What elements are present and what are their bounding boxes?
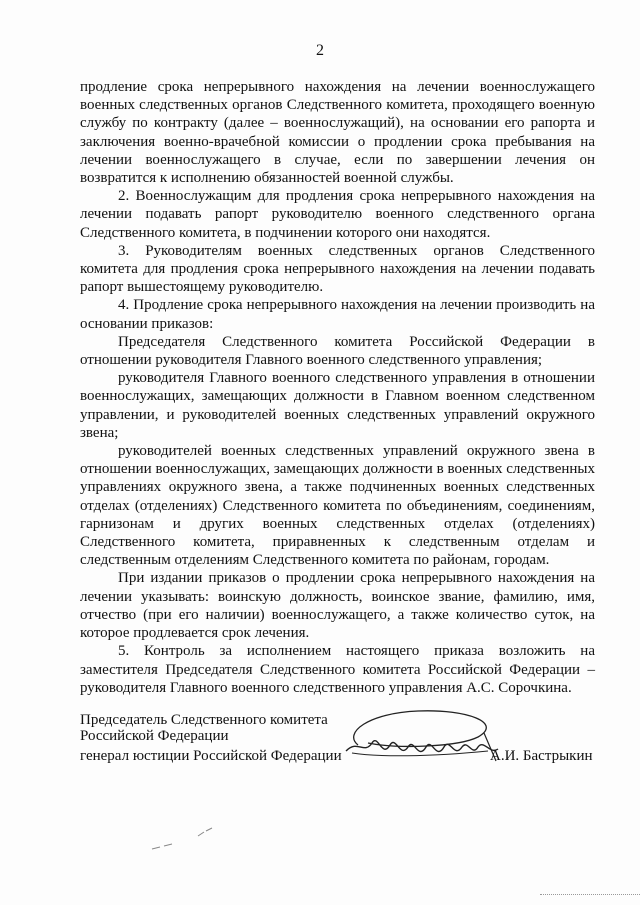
page-number: 2 — [316, 42, 324, 59]
paragraph-item-4-chairman: Председателя Следственного комитета Российской Федерации в отношении руководителя Главного военного следственного управления; — [80, 333, 595, 369]
paragraph-item-4-district-level: руководителей военных следственных управлений окружного звена в отношении военнослужащих, замещающих должности в военных следственных управлениях окружного звена, а также подчиненных военных следственных отделах (отделениях) Следственного комитета по объединениям, соединениям, гарнизонам и других военных следственных отделах (отделениях) Следственного комитета, приравненных к следственным отделам и следственным отделениям Следственного комитета по районам, городам. — [80, 443, 595, 569]
signatory-name: А.И. Бастрыкин — [490, 748, 593, 764]
paragraph-item-2: 2. Военнослужащим для продления срока непрерывного нахождения на лечении подавать рапорт руководителю военного следственного органа Следственного комитета, в подчинении которого они находятся. — [80, 188, 595, 241]
signatory-position: Председатель Следственного комитета Российской Федерации — [80, 712, 328, 744]
scan-edge-line — [540, 892, 640, 895]
scan-artifact-mark — [196, 826, 216, 838]
paragraph-item-5: 5. Контроль за исполнением настоящего приказа возложить на заместителя Председателя Следственного комитета Российской Федерации – руководителя Главного военного следственного управления А.С. Сорочкина. — [80, 643, 595, 696]
paragraph-1-continuation: продление срока непрерывного нахождения на лечении военнослужащего военных следственных органов Следственного комитета, проходящего военную службу по контракту (далее – военнослужащий), на основании его рапорта и заключения военно-врачебной комиссии о продлении срока пребывания на лечении военнослужащего в случае, если по завершении лечения он возвратится к исполнению обязанностей военной службы. — [80, 79, 595, 187]
signatory-rank: генерал юстиции Российской Федерации — [80, 748, 342, 764]
paragraph-item-4-main-directorate: руководителя Главного военного следственного управления в отношении военнослужащих, замещающих должности в Главном военном следственном управлении, и руководителей военных следственных управлений окружного звена; — [80, 370, 595, 441]
signature-block — [80, 712, 610, 782]
paragraph-item-4: 4. Продление срока непрерывного нахождения на лечении производить на основании приказов: — [80, 297, 595, 332]
document-body — [80, 78, 595, 697]
scan-artifact-mark — [150, 842, 176, 852]
paragraph-orders-content: При издании приказов о продлении срока непрерывного нахождения на лечении указывать: воинскую должность, воинское звание, фамилию, имя, отчество (при его наличии) военнослужащего, а также количество суток, на которое продлевается срок лечения. — [80, 570, 595, 642]
paragraph-item-3: 3. Руководителям военных следственных органов Следственного комитета для продления срока непрерывного нахождения на лечении подавать рапорт вышестоящему руководителю. — [80, 242, 595, 296]
